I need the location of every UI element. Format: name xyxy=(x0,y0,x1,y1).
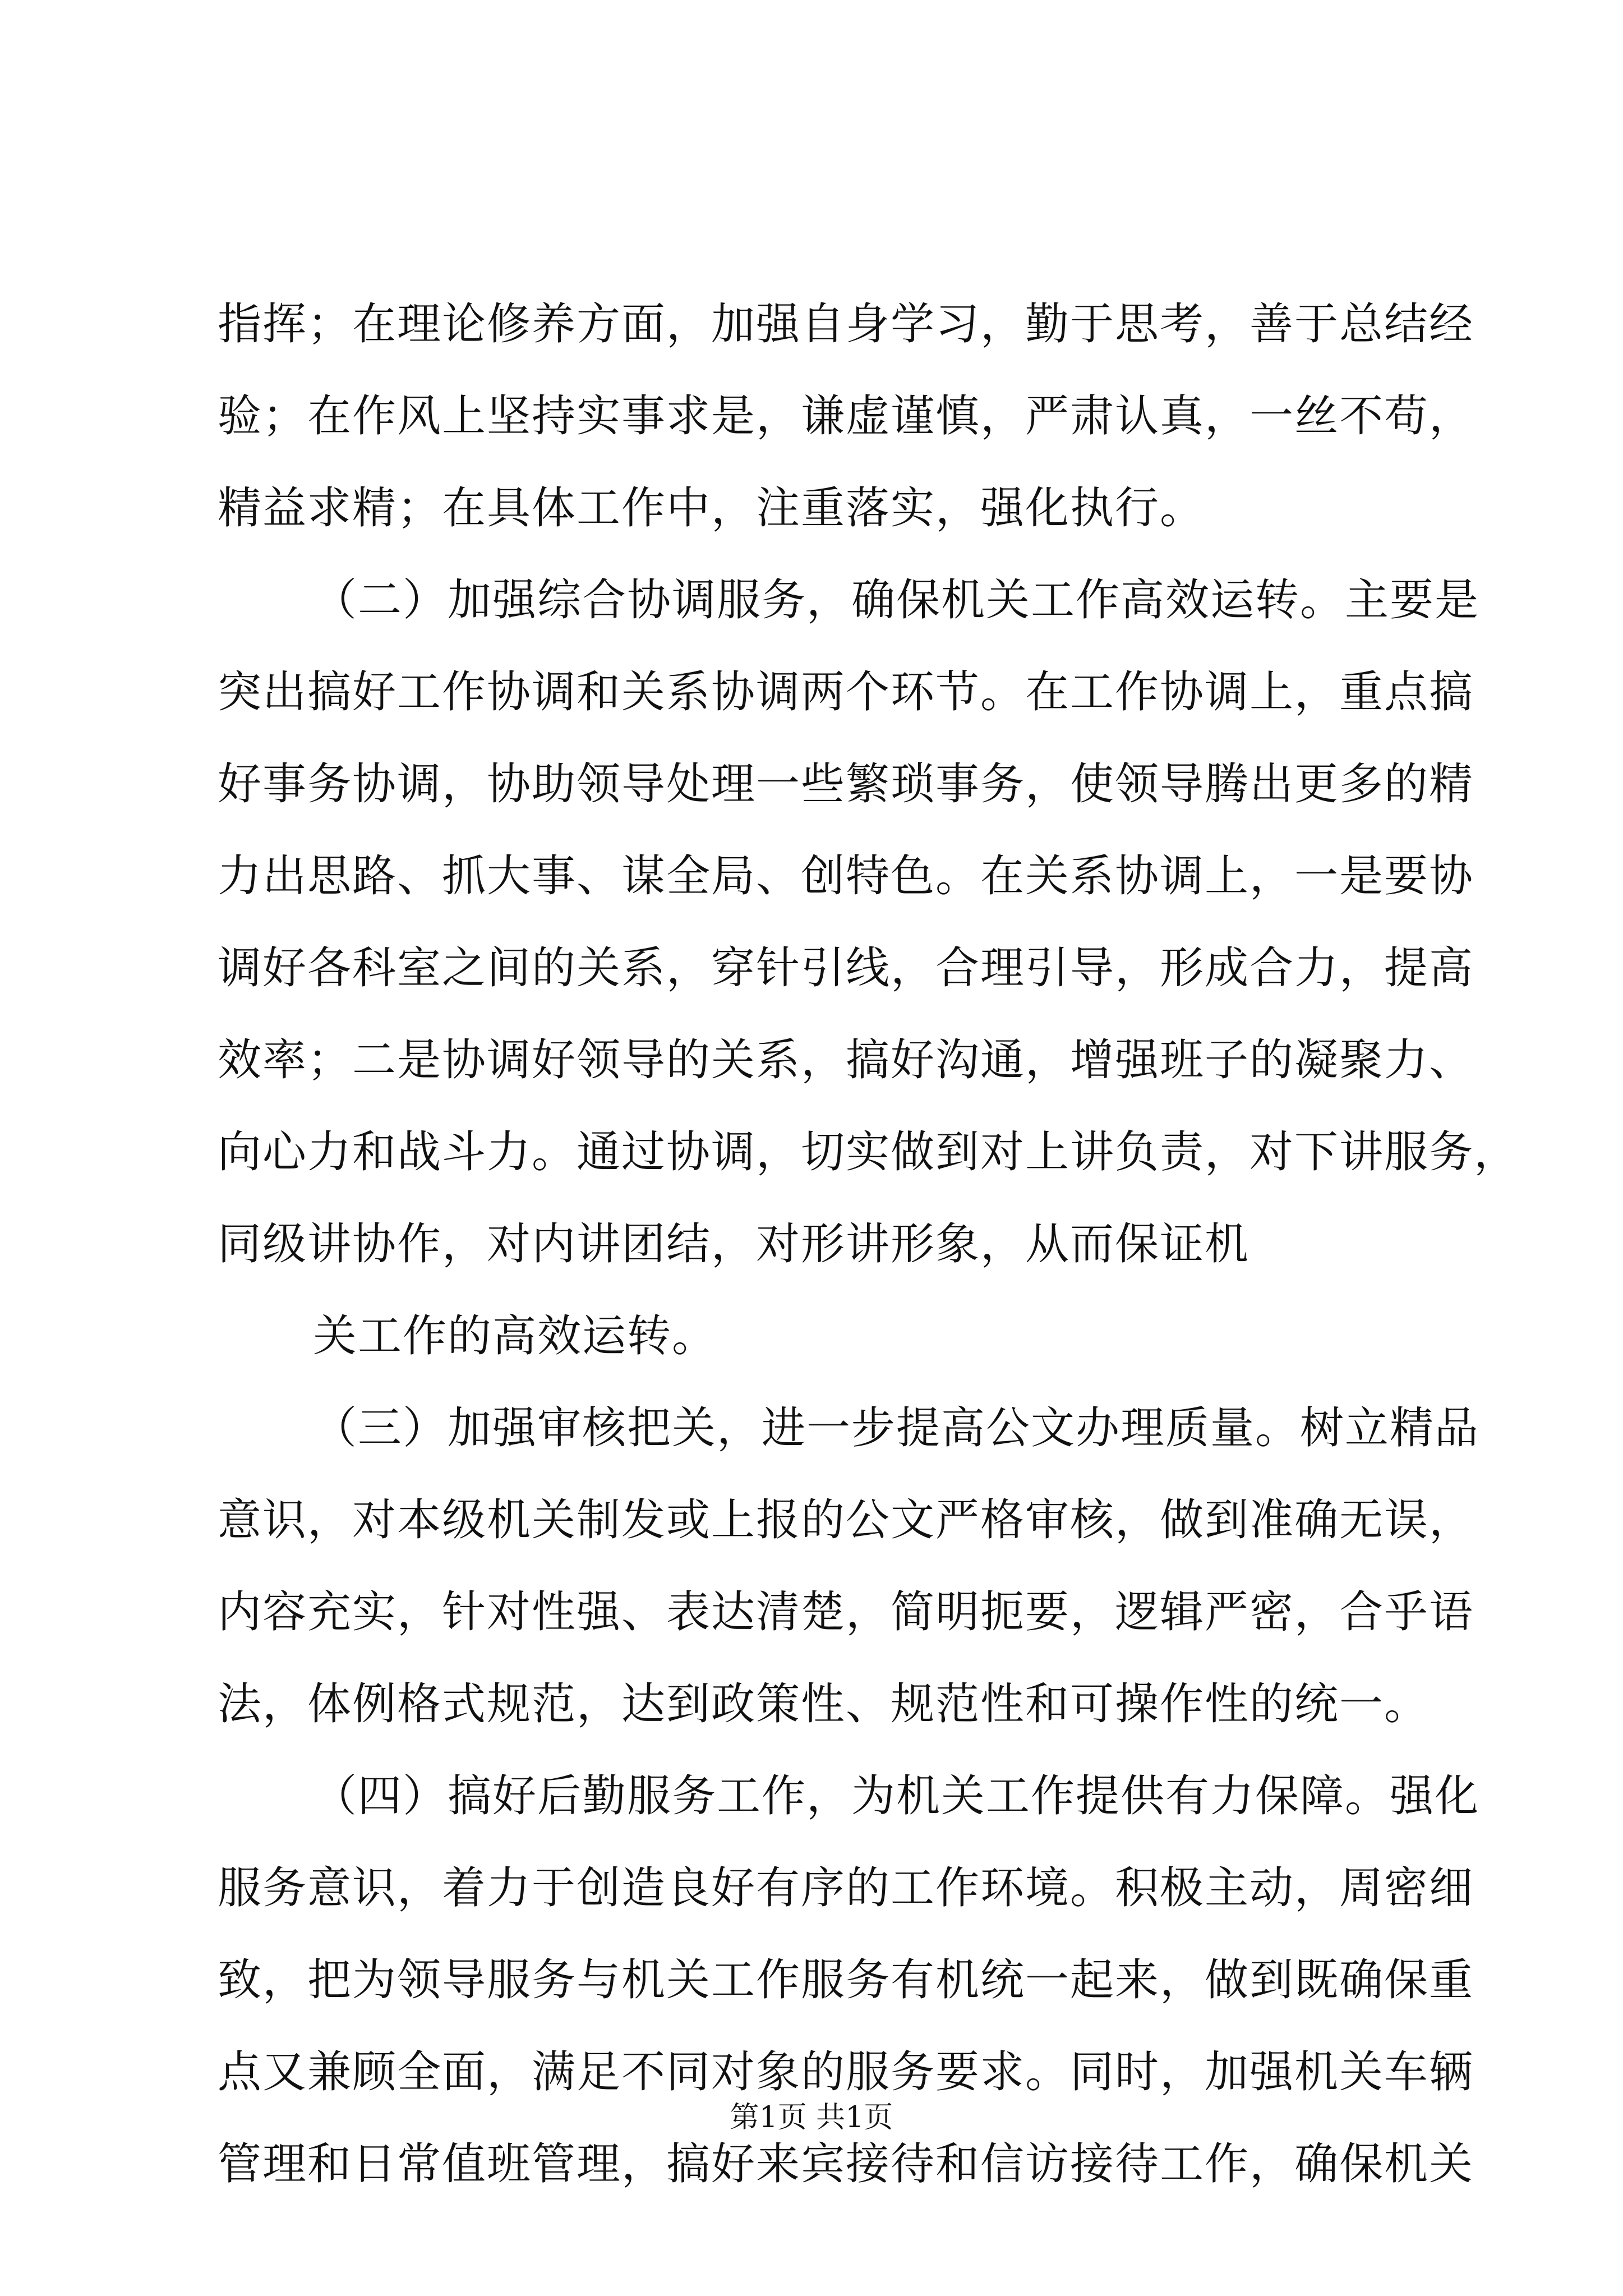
paragraph-start-line: （四）搞好后勤服务工作，为机关工作提供有力保障。强化 xyxy=(313,1771,1480,1821)
text-line: 管理和日常值班管理，搞好来宾接待和信访接待工作，确保机关 xyxy=(218,2139,1474,2189)
text-line: 同级讲协作，对内讲团结，对形讲形象，从而保证机 xyxy=(218,1219,1250,1269)
text-line: 好事务协调，协助领导处理一些繁琐事务，使领导腾出更多的精 xyxy=(218,759,1474,809)
text-line: 力出思路、抓大事、谋全局、创特色。在关系协调上，一是要协 xyxy=(218,851,1474,901)
text-line: 精益求精；在具体工作中，注重落实，强化执行。 xyxy=(218,483,1205,533)
text-line: 向心力和战斗力。通过协调，切实做到对上讲负责，对下讲服务， xyxy=(218,1127,1519,1177)
text-line: 内容充实，针对性强、表达清楚，简明扼要，逻辑严密，合乎语 xyxy=(218,1587,1474,1637)
paragraph-start-line: 关工作的高效运转。 xyxy=(313,1311,717,1361)
document-body xyxy=(218,278,1519,2210)
text-line: 意识，对本级机关制发或上报的公文严格审核，做到准确无误， xyxy=(218,1495,1474,1545)
text-line: 效率；二是协调好领导的关系，搞好沟通，增强班子的凝聚力、 xyxy=(218,1035,1474,1085)
paragraph-start-line: （三）加强审核把关，进一步提高公文办理质量。树立精品 xyxy=(313,1403,1480,1453)
text-line: 验；在作风上坚持实事求是，谦虚谨慎，严肃认真，一丝不苟， xyxy=(218,391,1474,441)
text-line: 突出搞好工作协调和关系协调两个环节。在工作协调上，重点搞 xyxy=(218,667,1474,717)
text-line: 调好各科室之间的关系，穿针引线，合理引导，形成合力，提高 xyxy=(218,943,1474,993)
paragraph-start-line: （二）加强综合协调服务，确保机关工作高效运转。主要是 xyxy=(313,575,1480,625)
text-line: 服务意识，着力于创造良好有序的工作环境。积极主动，周密细 xyxy=(218,1863,1474,1913)
page-number-footer: 第1页 共1页 xyxy=(730,2101,893,2134)
text-line: 致，把为领导服务与机关工作服务有机统一起来，做到既确保重 xyxy=(218,1955,1474,2005)
text-line: 指挥；在理论修养方面，加强自身学习，勤于思考，善于总结经 xyxy=(218,299,1474,349)
text-line: 点又兼顾全面，满足不同对象的服务要求。同时，加强机关车辆 xyxy=(218,2047,1474,2097)
text-line: 法，体例格式规范，达到政策性、规范性和可操作性的统一。 xyxy=(218,1679,1430,1729)
